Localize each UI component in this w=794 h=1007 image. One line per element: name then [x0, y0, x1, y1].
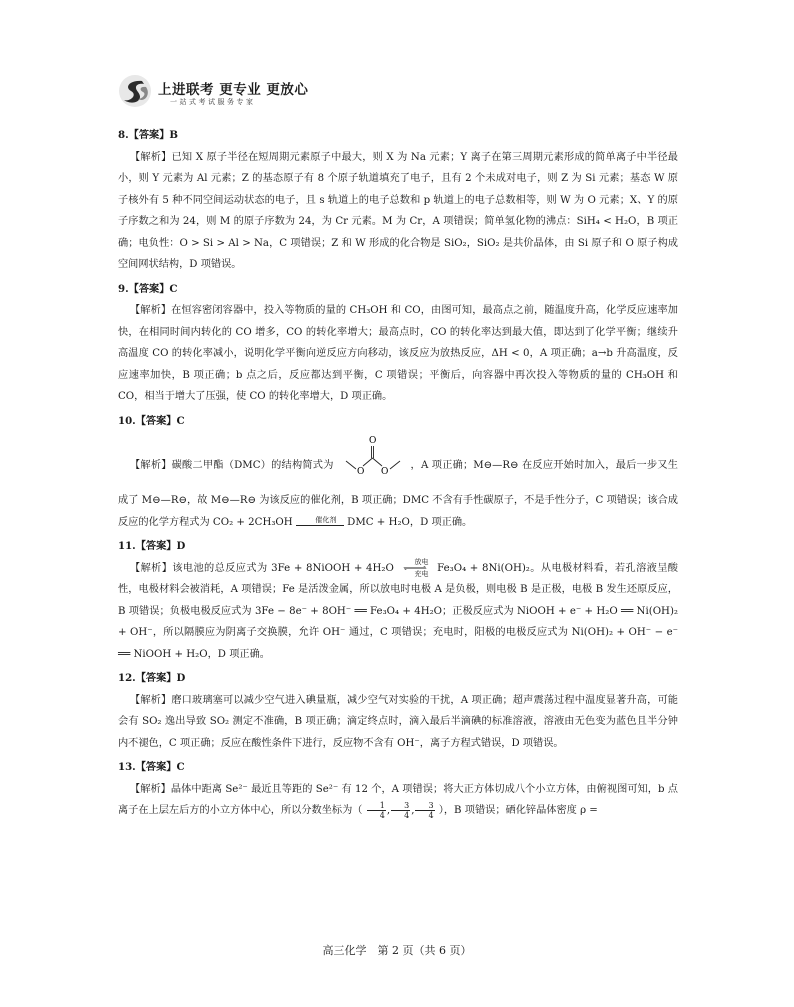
explanation-part-b: ），B 项错误；硒化锌晶体密度 ρ = [438, 805, 598, 816]
explanation-part-b: Fe₃O₄ + 8Ni(OH)₂。从电极材料看，若孔溶液呈酸性，电极材料会被消耗，A 项错误；Fe 是活泼金属，所以放电时电极 A 是负极，则电极 B 是正极，电极 B 发生还原反应，B 项错误；负极电极反应式为 3Fe − 8e⁻ + 8OH⁻ ══ Fe₃O₄ + 4H₂O；正极反应式为 NiOOH + e⁻ + H₂O ══ Ni(OH)₂ + OH⁻，所以隔膜应为阴离子交换膜，允许 OH⁻ 通过，C 项错误；充电时，阳极的电极反应式为 Ni(OH)₂ + OH⁻ − e⁻ ══ NiOOH + H₂O，D 项正确。 [118, 562, 678, 660]
explanation-part-c: DMC + H₂O，D 项正确。 [347, 516, 473, 528]
catalyst-label: 催化剂 [315, 516, 337, 524]
question-9 [118, 279, 678, 408]
catalyst-arrow [296, 516, 344, 527]
explanation-text [118, 436, 678, 533]
answer-label: 13.【答案】C [118, 761, 185, 773]
discharge-label: 放电 [414, 557, 429, 566]
explanation-text: 【解析】已知 X 原子半径在短周期元素原子中最大，则 X 为 Na 元素；Y 离子在第三周期元素形成的简单离子中半径最小，则 Y 元素为 Al 元素；Z 的基态原子有 8 个原子轨道填充了电子，且有 2 个未成对电子，则 Z 为 Si 元素；基态 W 原子核外有 5 种不同空间运动状态的电子，且 s 轨道上的电子总数和 p 轨道上的电子总数相等，则 W 为 O 元素；X、Y 的原子序数之和为 24，则 M 的原子序数为 24，为 Cr 元素。M 为 Cr，A 项错误；简单氢化物的沸点：SiH₄ < H₂O，B 项正确；电负性：O > Si > Al > Na，C 项错误；Z 和 W 形成的化合物是 SiO₂，SiO₂ 是共价晶体，由 Si 原子和 O 原子构成空间网状结构，D 项错误。 [118, 151, 678, 270]
reversible-arrow-icon [397, 566, 433, 570]
explanation-text: 【解析】在恒容密闭容器中，投入等物质的量的 CH₃OH 和 CO，由图可知，最高点之前，随温度升高，化学反应速率加快，在相同时间内转化的 CO 增多，CO 的转化率增大；最高点时，CO 的转化率达到最大值，即达到了化学平衡；继续升高温度 CO 的转化率减小，说明化学平衡向逆反应方向移动，该反应为放热反应，ΔH < 0，A 项正确；a→b 升高温度，反应速率加快，B 项正确；b 点之后，反应都达到平衡，C 项错误；平衡后，向容器中再次投入等物质的量的 CH₃OH 和 CO，相当于增大了压强，使 CO 的转化率增大，D 项正确。 [118, 305, 678, 402]
question-13 [118, 757, 678, 822]
explanation-part-b: ，A 项正确；M⊖—R⊖ 在反应开始时加入，最后一步又生成了 M⊖—R⊖，故 M⊖—R⊖ 为该反应的催化剂，B 项正确；DMC 不含有手性碳原子，不是手性分子，C 项错误；该合成反应的化学方程式为 CO₂ + 2CH₃OH [118, 460, 678, 528]
explanation-part-a: 【解析】该电池的总反应式为 3Fe + 8NiOOH + 4H₂O [130, 562, 394, 574]
question-12 [118, 668, 678, 754]
question-8 [118, 125, 678, 276]
dmc-carbonyl-o: O [369, 436, 377, 446]
explanation-part-a: 【解析】碳酸二甲酯（DMC）的结构简式为 [130, 460, 334, 471]
fraction-x: $\frac{1}{4}$ [367, 801, 386, 820]
answer-label: 12.【答案】D [118, 672, 186, 684]
explanation-part-a: 【解析】晶体中距离 Se²⁻ 最近且等距的 Se²⁻ 有 12 个，A 项错误；将大正方体切成八个小立方体，由俯视图可知，b 点离子在上层左后方的小立方体中心，所以分数坐标为（ [118, 783, 678, 816]
charge-label: 充电 [414, 569, 429, 578]
reversible-arrow [397, 558, 433, 578]
brand-logo-icon [118, 74, 152, 108]
explanation-text [118, 558, 678, 666]
explanation-text: 【解析】晶体中距离 Se²⁻ 最近且等距的 Se²⁻ 有 12 个，A 项错误；将大正方体切成八个小立方体，由俯视图可知，b 点离子在上层左后方的小立方体中心，所以分数坐标为（ $\frac{1}{4}$ , $\frac{3}{4}$ , $\frac{3}{4}$ ），B 项错误；硒化锌晶体密度 ρ = [118, 783, 678, 820]
page-header [118, 72, 678, 116]
arrow-line-icon [296, 525, 344, 526]
answer-label: 10.【答案】C [118, 414, 185, 427]
dmc-ether-o-left: O [357, 467, 365, 477]
page-footer: 高三化学 第 2 页（共 6 页） [322, 944, 472, 957]
fraction-y: $\frac{3}{4}$ [391, 801, 410, 820]
question-10 [118, 411, 678, 534]
explanation-text: 【解析】磨口玻璃塞可以减少空气进入碘量瓶，减少空气对实验的干扰，A 项正确；超声震荡过程中温度显著升高，可能会有 SO₂ 逸出导致 SO₂ 测定不准确，B 项正确；滴定终点时，滴入最后半滴碘的标准溶液，溶液由无色变为蓝色且半分钟内不褪色，C 项正确；反应在酸性条件下进行，反应物不含有 OH⁻，离子方程式错误，D 项错误。 [118, 694, 678, 749]
answer-label: 11.【答案】D [118, 540, 186, 552]
header-sub-slogan: 一站式考试服务专家 [170, 98, 256, 106]
dmc-structure-diagram [337, 434, 407, 484]
header-slogan: 上进联考 更专业 更放心 [158, 82, 309, 98]
answer-content [118, 122, 678, 822]
fraction-z: $\frac{3}{4}$ [415, 801, 434, 820]
answer-label: 8.【答案】B [118, 129, 178, 141]
question-11 [118, 536, 678, 665]
dmc-ether-o-right: O [381, 467, 389, 477]
answer-label: 9.【答案】C [118, 282, 178, 295]
